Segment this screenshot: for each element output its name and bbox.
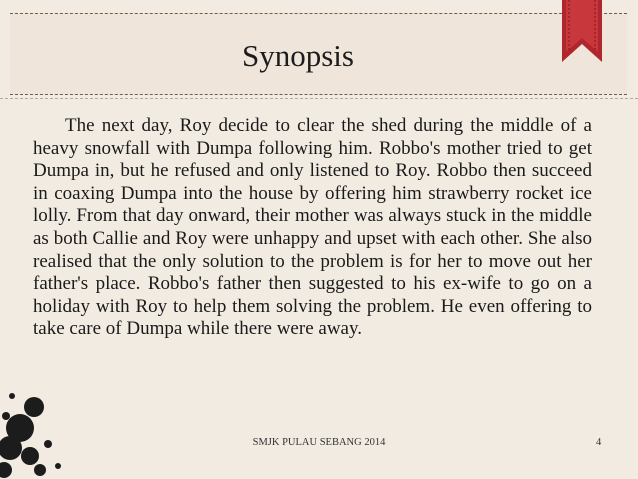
divider-line: [0, 98, 638, 99]
page-number: 4: [596, 437, 602, 448]
title-border-top: [10, 13, 627, 14]
ink-splatter-decoration: [0, 370, 80, 479]
slide-title: Synopsis: [242, 38, 354, 73]
slide-footer: SMJK PULAU SEBANG 2014: [252, 437, 386, 448]
title-border-bottom: [10, 94, 627, 95]
synopsis-paragraph: The next day, Roy decide to clear the shed during the middle of a heavy snowfall with Dumpa following him. Robbo's mother tried to get Dumpa in, but he refused and only listened to Roy. Robbo then succeed in coaxing Dumpa into the house by offering him strawberry rocket ice lolly. From that day onward, their mother was always stuck in the middle as both Callie and Roy were unhappy and upset with each other. She also realised that the only solution to the problem is for her to move out her father's place. Robbo's father then suggested to his ex-wife to go on a holiday with Roy to help them solving the problem. He even offering to take care of Dumpa while there were away.: [33, 115, 592, 340]
